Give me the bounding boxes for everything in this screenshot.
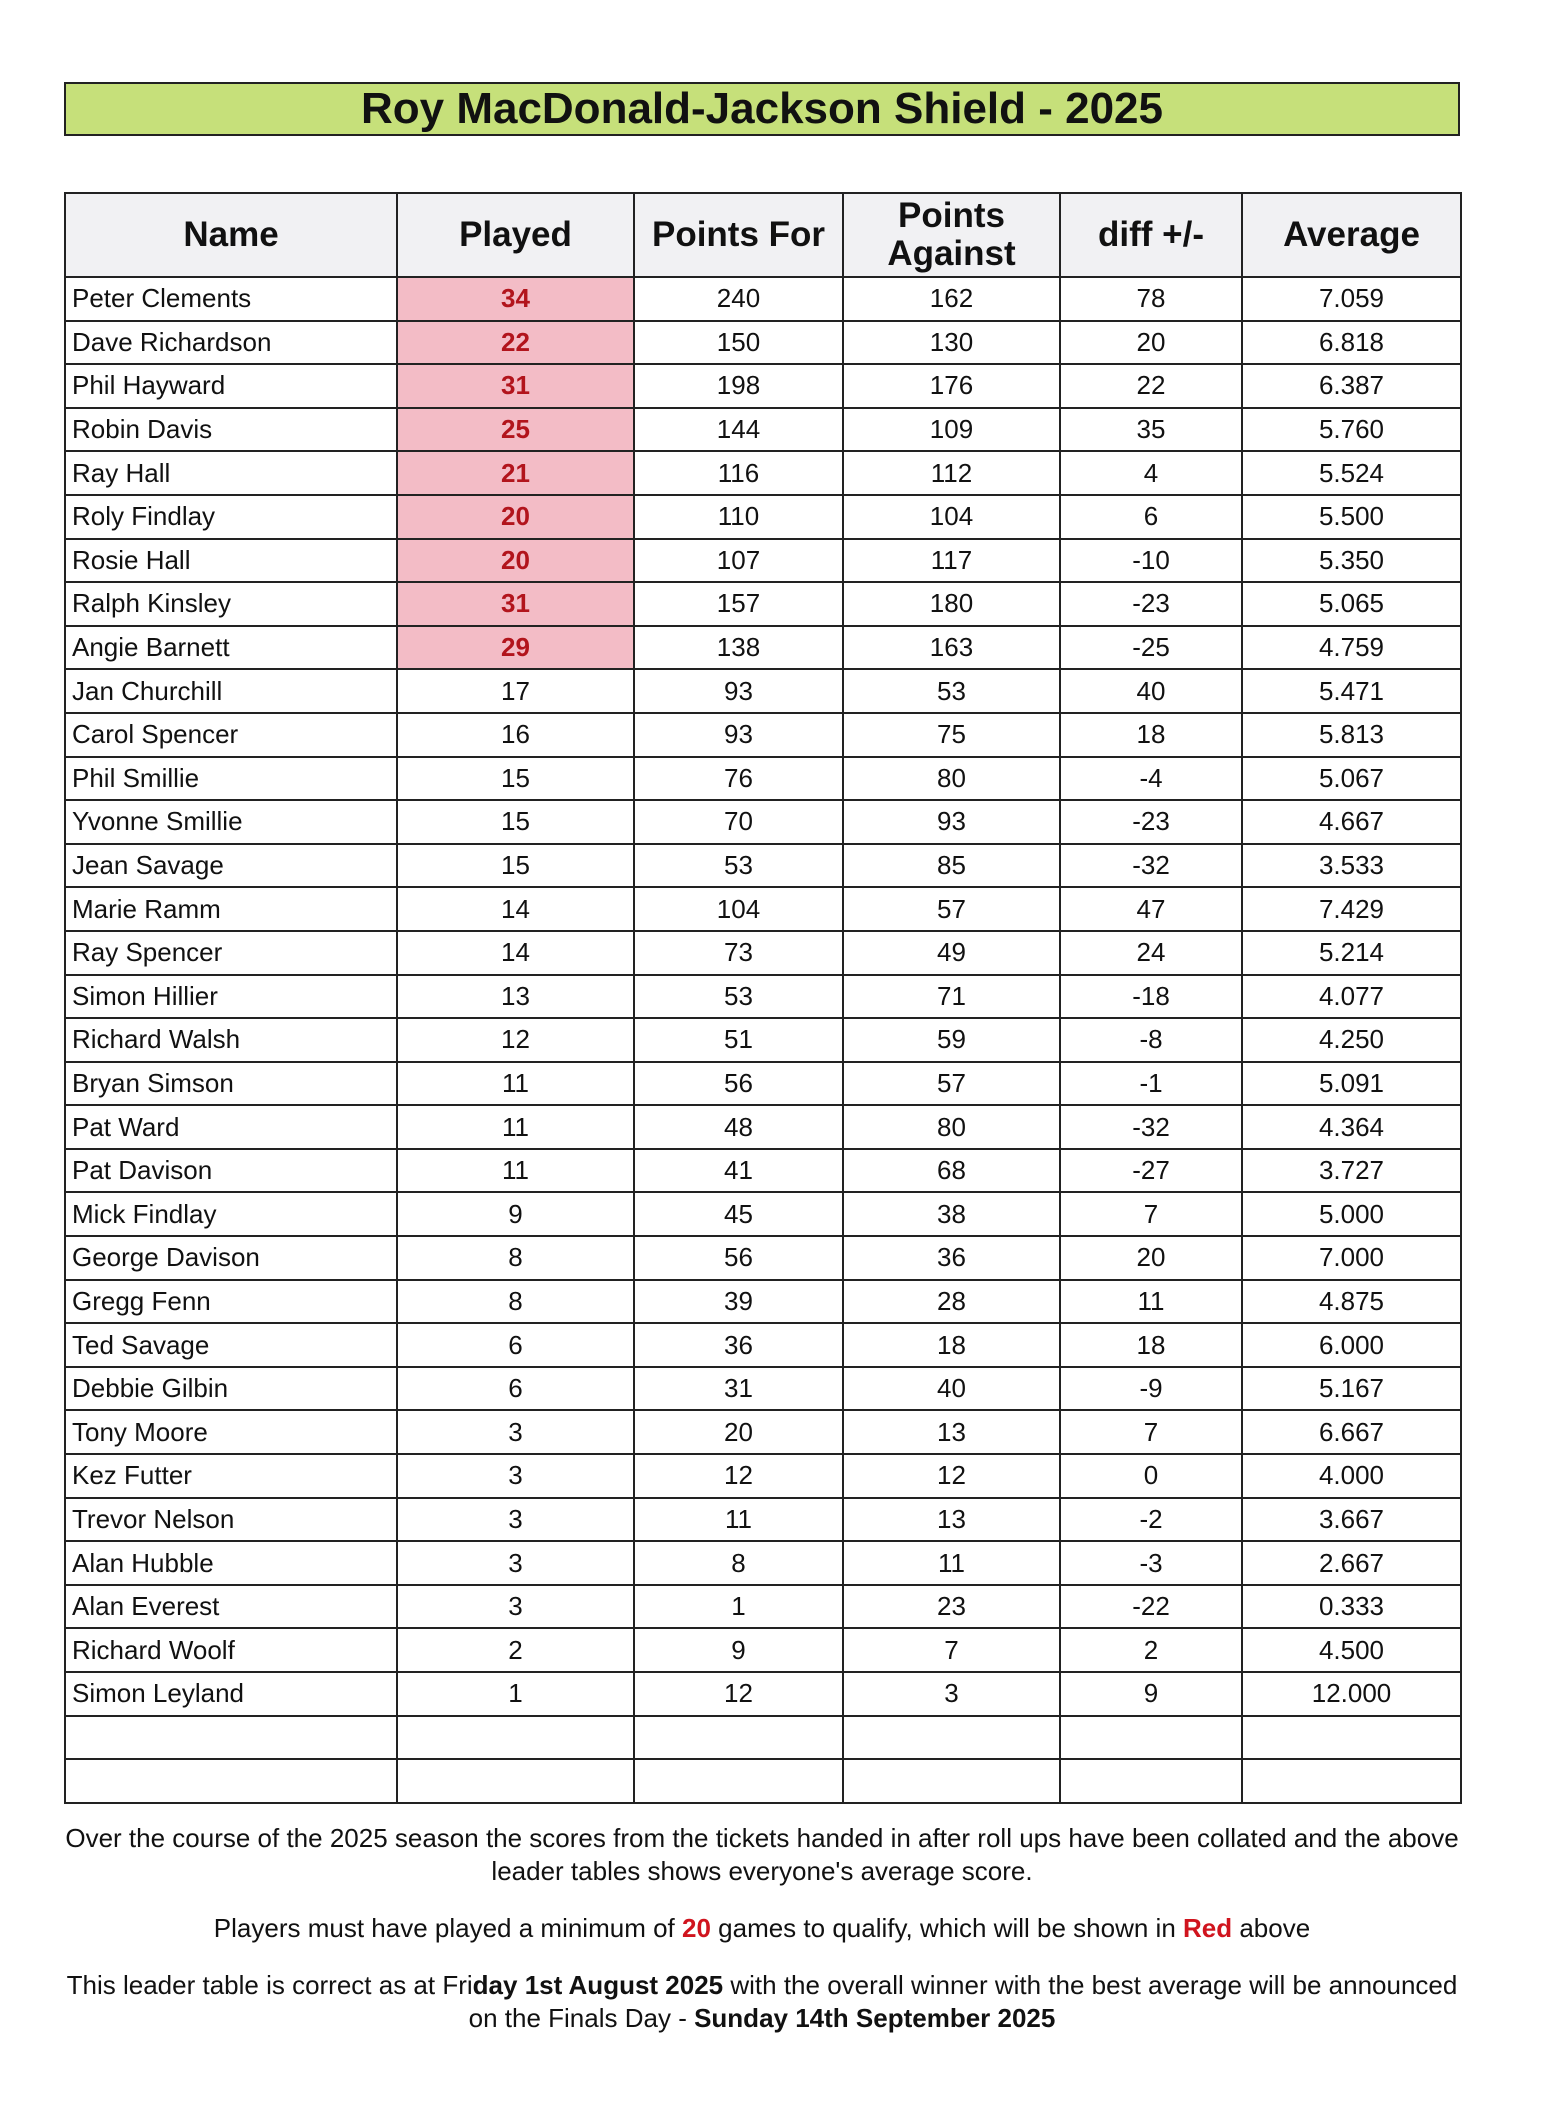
cell-average: 4.000 xyxy=(1242,1454,1461,1498)
cell-average: 5.471 xyxy=(1242,669,1461,713)
cell-points-for: 51 xyxy=(634,1018,843,1062)
header-points-against: Points Against xyxy=(843,193,1060,277)
cell-diff: -10 xyxy=(1060,539,1242,583)
cell-points-against: 59 xyxy=(843,1018,1060,1062)
cell-played: 3 xyxy=(397,1585,634,1629)
cell-name: Mick Findlay xyxy=(65,1192,397,1236)
table-row xyxy=(65,539,1461,583)
cell-name: Ralph Kinsley xyxy=(65,582,397,626)
cell-played: 15 xyxy=(397,757,634,801)
cell-average: 4.759 xyxy=(1242,626,1461,670)
header-played: Played xyxy=(397,193,634,277)
cell-played: 3 xyxy=(397,1454,634,1498)
table-row xyxy=(65,1280,1461,1324)
cell-name: Marie Ramm xyxy=(65,887,397,931)
notes-line-3-prefix: This leader table is correct as at Fri xyxy=(66,1970,473,2000)
cell-played: 11 xyxy=(397,1149,634,1193)
correct-as-at-date: day 1st August 2025 xyxy=(472,1970,724,2000)
table-row xyxy=(65,1323,1461,1367)
cell-points-against: 13 xyxy=(843,1498,1060,1542)
cell-diff: -23 xyxy=(1060,800,1242,844)
cell-points-against: 109 xyxy=(843,408,1060,452)
cell-played: 11 xyxy=(397,1105,634,1149)
cell-diff xyxy=(1060,1716,1242,1760)
notes-line-2-before: Players must have played a minimum of xyxy=(213,1913,682,1943)
cell-played: 17 xyxy=(397,669,634,713)
cell-average: 3.667 xyxy=(1242,1498,1461,1542)
cell-played xyxy=(397,1716,634,1760)
table-row xyxy=(65,1716,1461,1760)
table-row xyxy=(65,931,1461,975)
cell-points-for: 138 xyxy=(634,626,843,670)
cell-points-for: 110 xyxy=(634,495,843,539)
cell-points-for: 41 xyxy=(634,1149,843,1193)
cell-points-for: 53 xyxy=(634,844,843,888)
cell-points-for: 150 xyxy=(634,321,843,365)
cell-diff: 20 xyxy=(1060,321,1242,365)
cell-points-for xyxy=(634,1716,843,1760)
cell-played: 29 xyxy=(397,626,634,670)
cell-points-for: 8 xyxy=(634,1541,843,1585)
cell-points-against: 163 xyxy=(843,626,1060,670)
cell-average: 5.500 xyxy=(1242,495,1461,539)
cell-played: 8 xyxy=(397,1236,634,1280)
cell-points-for: 93 xyxy=(634,713,843,757)
header-diff: diff +/- xyxy=(1060,193,1242,277)
cell-points-for: 198 xyxy=(634,364,843,408)
cell-average: 6.667 xyxy=(1242,1410,1461,1454)
cell-played: 3 xyxy=(397,1541,634,1585)
cell-points-against: 53 xyxy=(843,669,1060,713)
cell-points-against: 75 xyxy=(843,713,1060,757)
cell-average: 5.813 xyxy=(1242,713,1461,757)
cell-name: Dave Richardson xyxy=(65,321,397,365)
cell-name: Trevor Nelson xyxy=(65,1498,397,1542)
notes-line-3-middle: with the overall winner with the best average will be announced on the Finals Day - xyxy=(468,1970,1458,2033)
cell-points-for: 116 xyxy=(634,451,843,495)
cell-played: 14 xyxy=(397,931,634,975)
cell-diff: 7 xyxy=(1060,1410,1242,1454)
cell-average: 0.333 xyxy=(1242,1585,1461,1629)
cell-diff: 35 xyxy=(1060,408,1242,452)
table-row xyxy=(65,975,1461,1019)
cell-points-for: 107 xyxy=(634,539,843,583)
cell-points-against: 57 xyxy=(843,1062,1060,1106)
table-row xyxy=(65,1018,1461,1062)
table-row xyxy=(65,844,1461,888)
table-row xyxy=(65,408,1461,452)
cell-diff: 9 xyxy=(1060,1672,1242,1716)
cell-points-against: 38 xyxy=(843,1192,1060,1236)
cell-played: 20 xyxy=(397,539,634,583)
table-row xyxy=(65,887,1461,931)
cell-points-for: 11 xyxy=(634,1498,843,1542)
leader-table xyxy=(64,192,1462,1804)
cell-points-for: 36 xyxy=(634,1323,843,1367)
table-row xyxy=(65,321,1461,365)
cell-average: 4.875 xyxy=(1242,1280,1461,1324)
cell-points-against: 36 xyxy=(843,1236,1060,1280)
cell-name: Jean Savage xyxy=(65,844,397,888)
cell-name: Gregg Fenn xyxy=(65,1280,397,1324)
cell-played: 9 xyxy=(397,1192,634,1236)
cell-points-against: 23 xyxy=(843,1585,1060,1629)
cell-name: Debbie Gilbin xyxy=(65,1367,397,1411)
cell-average: 6.000 xyxy=(1242,1323,1461,1367)
table-row xyxy=(65,1149,1461,1193)
table-row xyxy=(65,495,1461,539)
cell-points-for: 53 xyxy=(634,975,843,1019)
cell-name: Yvonne Smillie xyxy=(65,800,397,844)
cell-diff: -23 xyxy=(1060,582,1242,626)
cell-name: Tony Moore xyxy=(65,1410,397,1454)
cell-played: 3 xyxy=(397,1410,634,1454)
cell-average: 7.000 xyxy=(1242,1236,1461,1280)
cell-played: 21 xyxy=(397,451,634,495)
cell-points-for: 39 xyxy=(634,1280,843,1324)
cell-name: Bryan Simson xyxy=(65,1062,397,1106)
cell-diff: -27 xyxy=(1060,1149,1242,1193)
cell-points-against: 117 xyxy=(843,539,1060,583)
cell-points-against: 162 xyxy=(843,277,1060,321)
cell-points-against: 12 xyxy=(843,1454,1060,1498)
cell-played: 22 xyxy=(397,321,634,365)
cell-played: 34 xyxy=(397,277,634,321)
cell-average xyxy=(1242,1759,1461,1803)
cell-average: 3.533 xyxy=(1242,844,1461,888)
cell-name: Phil Hayward xyxy=(65,364,397,408)
cell-average: 7.059 xyxy=(1242,277,1461,321)
cell-points-for: 144 xyxy=(634,408,843,452)
header-points-for: Points For xyxy=(634,193,843,277)
cell-points-against: 13 xyxy=(843,1410,1060,1454)
cell-points-for: 1 xyxy=(634,1585,843,1629)
cell-played: 2 xyxy=(397,1628,634,1672)
cell-diff: 24 xyxy=(1060,931,1242,975)
cell-played: 16 xyxy=(397,713,634,757)
cell-average: 6.387 xyxy=(1242,364,1461,408)
table-row xyxy=(65,582,1461,626)
cell-diff: -25 xyxy=(1060,626,1242,670)
cell-name: Angie Barnett xyxy=(65,626,397,670)
cell-points-against: 18 xyxy=(843,1323,1060,1367)
cell-points-for xyxy=(634,1759,843,1803)
cell-name: Robin Davis xyxy=(65,408,397,452)
cell-diff: 20 xyxy=(1060,1236,1242,1280)
cell-average xyxy=(1242,1716,1461,1760)
cell-name: Richard Walsh xyxy=(65,1018,397,1062)
cell-diff: 11 xyxy=(1060,1280,1242,1324)
cell-name xyxy=(65,1759,397,1803)
cell-name: Richard Woolf xyxy=(65,1628,397,1672)
cell-average: 5.091 xyxy=(1242,1062,1461,1106)
cell-diff: 22 xyxy=(1060,364,1242,408)
table-row xyxy=(65,669,1461,713)
table-row xyxy=(65,1367,1461,1411)
cell-average: 4.667 xyxy=(1242,800,1461,844)
cell-played: 20 xyxy=(397,495,634,539)
table-row xyxy=(65,451,1461,495)
cell-average: 3.727 xyxy=(1242,1149,1461,1193)
cell-average: 5.760 xyxy=(1242,408,1461,452)
cell-name: Kez Futter xyxy=(65,1454,397,1498)
table-row xyxy=(65,1454,1461,1498)
cell-points-against: 85 xyxy=(843,844,1060,888)
notes-line-2-middle: games to qualify, which will be shown in xyxy=(710,1913,1183,1943)
cell-diff: 0 xyxy=(1060,1454,1242,1498)
cell-points-for: 104 xyxy=(634,887,843,931)
cell-points-against: 80 xyxy=(843,1105,1060,1149)
cell-played: 31 xyxy=(397,582,634,626)
cell-points-for: 45 xyxy=(634,1192,843,1236)
cell-name: Alan Hubble xyxy=(65,1541,397,1585)
cell-played: 6 xyxy=(397,1367,634,1411)
cell-average: 5.065 xyxy=(1242,582,1461,626)
cell-points-against: 130 xyxy=(843,321,1060,365)
table-body xyxy=(65,277,1461,1803)
cell-played: 12 xyxy=(397,1018,634,1062)
cell-name: Pat Davison xyxy=(65,1149,397,1193)
page-title: Roy MacDonald-Jackson Shield - 2025 xyxy=(64,82,1460,136)
cell-name: Alan Everest xyxy=(65,1585,397,1629)
cell-name: Simon Leyland xyxy=(65,1672,397,1716)
cell-points-against: 93 xyxy=(843,800,1060,844)
cell-points-against: 40 xyxy=(843,1367,1060,1411)
cell-diff: 4 xyxy=(1060,451,1242,495)
cell-points-against: 3 xyxy=(843,1672,1060,1716)
cell-diff: 6 xyxy=(1060,495,1242,539)
cell-points-against: 28 xyxy=(843,1280,1060,1324)
cell-points-against: 180 xyxy=(843,582,1060,626)
cell-average: 5.067 xyxy=(1242,757,1461,801)
cell-played: 25 xyxy=(397,408,634,452)
cell-name: George Davison xyxy=(65,1236,397,1280)
cell-average: 12.000 xyxy=(1242,1672,1461,1716)
notes-line-3 xyxy=(64,1969,1460,2035)
cell-points-for: 56 xyxy=(634,1062,843,1106)
cell-played: 15 xyxy=(397,844,634,888)
cell-played: 11 xyxy=(397,1062,634,1106)
cell-points-against: 112 xyxy=(843,451,1060,495)
table-row xyxy=(65,626,1461,670)
cell-name: Rosie Hall xyxy=(65,539,397,583)
cell-name: Phil Smillie xyxy=(65,757,397,801)
cell-points-for: 157 xyxy=(634,582,843,626)
cell-points-for: 70 xyxy=(634,800,843,844)
cell-name: Peter Clements xyxy=(65,277,397,321)
table-row xyxy=(65,1759,1461,1803)
cell-points-for: 76 xyxy=(634,757,843,801)
cell-points-for: 93 xyxy=(634,669,843,713)
table-row xyxy=(65,1192,1461,1236)
cell-played xyxy=(397,1759,634,1803)
notes xyxy=(64,1822,1460,2059)
cell-played: 6 xyxy=(397,1323,634,1367)
cell-points-for: 12 xyxy=(634,1454,843,1498)
cell-points-for: 20 xyxy=(634,1410,843,1454)
cell-average: 4.364 xyxy=(1242,1105,1461,1149)
cell-played: 1 xyxy=(397,1672,634,1716)
cell-name: Ted Savage xyxy=(65,1323,397,1367)
cell-name: Carol Spencer xyxy=(65,713,397,757)
cell-average: 5.350 xyxy=(1242,539,1461,583)
table-row xyxy=(65,277,1461,321)
table-row xyxy=(65,364,1461,408)
notes-line-1: Over the course of the 2025 season the scores from the tickets handed in after roll ups have been collated and the above leader tables shows everyone's average score. xyxy=(65,1823,1459,1886)
cell-diff: 18 xyxy=(1060,1323,1242,1367)
notes-line-2-after: above xyxy=(1232,1913,1311,1943)
cell-name xyxy=(65,1716,397,1760)
cell-played: 13 xyxy=(397,975,634,1019)
cell-average: 7.429 xyxy=(1242,887,1461,931)
table-row xyxy=(65,1105,1461,1149)
cell-diff: 7 xyxy=(1060,1192,1242,1236)
table-header-row xyxy=(65,193,1461,277)
header-name: Name xyxy=(65,193,397,277)
cell-points-for: 56 xyxy=(634,1236,843,1280)
cell-diff xyxy=(1060,1759,1242,1803)
cell-points-against xyxy=(843,1716,1060,1760)
cell-diff: -1 xyxy=(1060,1062,1242,1106)
table-row xyxy=(65,1628,1461,1672)
header-average: Average xyxy=(1242,193,1461,277)
cell-points-for: 48 xyxy=(634,1105,843,1149)
cell-played: 31 xyxy=(397,364,634,408)
cell-points-against: 176 xyxy=(843,364,1060,408)
cell-name: Pat Ward xyxy=(65,1105,397,1149)
cell-diff: -8 xyxy=(1060,1018,1242,1062)
table-row xyxy=(65,1236,1461,1280)
cell-average: 5.524 xyxy=(1242,451,1461,495)
cell-average: 5.000 xyxy=(1242,1192,1461,1236)
cell-played: 15 xyxy=(397,800,634,844)
cell-average: 4.077 xyxy=(1242,975,1461,1019)
table-row xyxy=(65,713,1461,757)
cell-name: Roly Findlay xyxy=(65,495,397,539)
cell-points-for: 73 xyxy=(634,931,843,975)
table-row xyxy=(65,1498,1461,1542)
table-row xyxy=(65,1062,1461,1106)
cell-points-against: 11 xyxy=(843,1541,1060,1585)
table-row xyxy=(65,1672,1461,1716)
cell-average: 4.500 xyxy=(1242,1628,1461,1672)
cell-played: 14 xyxy=(397,887,634,931)
cell-diff: -22 xyxy=(1060,1585,1242,1629)
cell-average: 6.818 xyxy=(1242,321,1461,365)
cell-points-against: 7 xyxy=(843,1628,1060,1672)
cell-played: 3 xyxy=(397,1498,634,1542)
cell-average: 4.250 xyxy=(1242,1018,1461,1062)
cell-points-for: 9 xyxy=(634,1628,843,1672)
cell-name: Ray Hall xyxy=(65,451,397,495)
cell-points-against xyxy=(843,1759,1060,1803)
cell-name: Jan Churchill xyxy=(65,669,397,713)
cell-name: Simon Hillier xyxy=(65,975,397,1019)
cell-diff: -9 xyxy=(1060,1367,1242,1411)
cell-diff: 2 xyxy=(1060,1628,1242,1672)
cell-points-for: 12 xyxy=(634,1672,843,1716)
cell-points-against: 71 xyxy=(843,975,1060,1019)
cell-diff: -4 xyxy=(1060,757,1242,801)
cell-average: 5.167 xyxy=(1242,1367,1461,1411)
cell-diff: -18 xyxy=(1060,975,1242,1019)
cell-diff: 78 xyxy=(1060,277,1242,321)
cell-diff: 40 xyxy=(1060,669,1242,713)
table-row xyxy=(65,757,1461,801)
table-row xyxy=(65,1410,1461,1454)
cell-points-against: 104 xyxy=(843,495,1060,539)
cell-points-against: 80 xyxy=(843,757,1060,801)
cell-points-for: 240 xyxy=(634,277,843,321)
cell-average: 2.667 xyxy=(1242,1541,1461,1585)
cell-name: Ray Spencer xyxy=(65,931,397,975)
cell-diff: 47 xyxy=(1060,887,1242,931)
cell-points-against: 68 xyxy=(843,1149,1060,1193)
cell-points-against: 57 xyxy=(843,887,1060,931)
notes-line-2 xyxy=(64,1912,1460,1945)
cell-played: 8 xyxy=(397,1280,634,1324)
cell-diff: -32 xyxy=(1060,844,1242,888)
table-row xyxy=(65,1541,1461,1585)
minimum-games-number: 20 xyxy=(682,1913,711,1943)
cell-diff: -2 xyxy=(1060,1498,1242,1542)
table-row xyxy=(65,1585,1461,1629)
cell-average: 5.214 xyxy=(1242,931,1461,975)
finals-day-date: Sunday 14th September 2025 xyxy=(694,2003,1056,2033)
red-word: Red xyxy=(1183,1913,1233,1943)
cell-points-for: 31 xyxy=(634,1367,843,1411)
cell-diff: 18 xyxy=(1060,713,1242,757)
table-row xyxy=(65,800,1461,844)
cell-diff: -32 xyxy=(1060,1105,1242,1149)
cell-points-against: 49 xyxy=(843,931,1060,975)
cell-diff: -3 xyxy=(1060,1541,1242,1585)
